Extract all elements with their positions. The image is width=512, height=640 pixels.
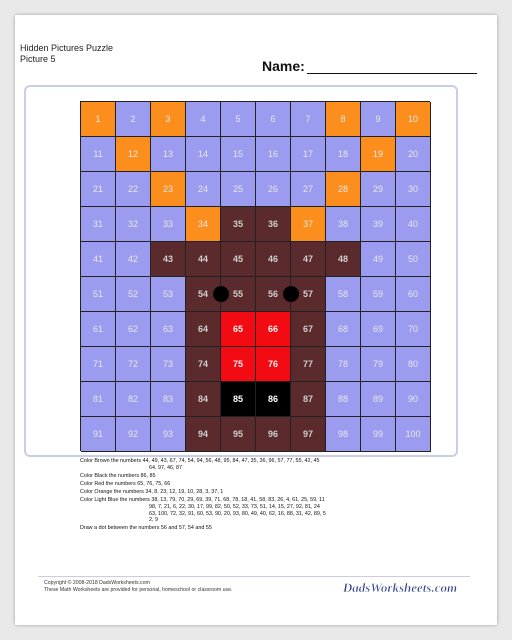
cell-number: 84: [197, 394, 208, 404]
cell-number: 46: [267, 254, 278, 264]
grid-cell-79[interactable]: [361, 347, 396, 382]
grid-cell-74[interactable]: [186, 347, 221, 382]
cell-number: 13: [162, 149, 173, 159]
grid-cell-60[interactable]: [396, 277, 431, 312]
grid-cell-29[interactable]: [361, 172, 396, 207]
instruction-continuation: 2, 9: [149, 517, 158, 524]
cell-number: 6: [270, 114, 276, 124]
cell-number: 25: [232, 184, 243, 194]
instruction-text: Color Light Blue the numbers 38, 13, 79, 70, 29, 69, 39, 71, 68, 78, 18, 41, 58, 83, 26, 4, 61, 25, 59, 11: [80, 497, 325, 504]
cell-number: 49: [372, 254, 383, 264]
grid-cell-53[interactable]: [151, 277, 186, 312]
cell-number: 87: [302, 394, 313, 404]
cell-number: 66: [267, 324, 278, 334]
cell-number: 12: [127, 149, 138, 159]
cell-number: 72: [127, 359, 138, 369]
grid-cell-86[interactable]: [256, 382, 291, 417]
grid-cell-27[interactable]: [291, 172, 326, 207]
cell-number: 39: [372, 219, 383, 229]
grid-cell-92[interactable]: [116, 417, 151, 452]
instruction-text: Color Red the numbers 65, 76, 75, 66: [80, 480, 171, 487]
coloring-instructions: [80, 458, 430, 534]
instruction-continuation: 63, 100, 72, 32, 91, 60, 53, 90, 20, 93, 80, 49, 40, 62, 16, 88, 31, 42, 89, 5: [149, 510, 326, 517]
usage-note: These Math Worksheets are provided for personal, homeschool or classroom use.: [44, 586, 233, 593]
cell-number: 38: [337, 219, 348, 229]
cell-number: 77: [302, 359, 313, 369]
cell-number: 100: [405, 429, 421, 439]
grid-cell-72[interactable]: [116, 347, 151, 382]
grid-cell-54[interactable]: [186, 277, 221, 312]
grid-cell-30[interactable]: [396, 172, 431, 207]
instruction-item: [80, 481, 430, 488]
grid-cell-67[interactable]: [291, 312, 326, 347]
instruction-item: [80, 525, 430, 532]
grid-cell-23[interactable]: [151, 172, 186, 207]
cell-number: 76: [267, 359, 278, 369]
dadsworksheets-logo: [338, 578, 462, 596]
cell-number: 56: [267, 289, 278, 299]
cell-number: 29: [372, 184, 383, 194]
grid-cell-49[interactable]: [361, 242, 396, 277]
instruction-item: [80, 489, 430, 496]
cell-number: 32: [127, 219, 138, 229]
cell-number: 42: [127, 254, 138, 264]
cell-number: 95: [232, 429, 243, 439]
cell-number: 89: [372, 394, 383, 404]
grid-cell-90[interactable]: [396, 382, 431, 417]
grid-cell-97[interactable]: [291, 417, 326, 452]
cell-number: 3: [165, 114, 171, 124]
eye-dot: [283, 286, 299, 302]
grid-cell-63[interactable]: [151, 312, 186, 347]
cell-number: 41: [92, 254, 103, 264]
grid-cell-39[interactable]: [361, 207, 396, 242]
instruction-text: Color Black the numbers 86, 85: [80, 472, 156, 479]
grid-cell-80[interactable]: [396, 347, 431, 382]
instruction-item: [80, 473, 430, 480]
grid-cell-94[interactable]: [186, 417, 221, 452]
grid-cell-24[interactable]: [186, 172, 221, 207]
cell-number: 75: [232, 359, 243, 369]
grid-cell-66[interactable]: [256, 312, 291, 347]
grid-cell-14[interactable]: [186, 137, 221, 172]
cell-number: 65: [232, 324, 243, 334]
cell-number: 45: [232, 254, 243, 264]
cell-number: 53: [162, 289, 173, 299]
cell-number: 28: [337, 184, 348, 194]
cell-number: 14: [197, 149, 208, 159]
cell-number: 20: [407, 149, 418, 159]
cell-number: 99: [372, 429, 383, 439]
grid-cell-22[interactable]: [116, 172, 151, 207]
grid-cell-52[interactable]: [116, 277, 151, 312]
cell-number: 55: [232, 289, 243, 299]
cell-number: 67: [302, 324, 313, 334]
cell-number: 63: [162, 324, 173, 334]
grid-cell-6[interactable]: [256, 102, 291, 137]
grid-cell-18[interactable]: [326, 137, 361, 172]
grid-cell-12[interactable]: [116, 137, 151, 172]
cell-number: 44: [197, 254, 208, 264]
worksheet-title: Hidden Pictures Puzzle: [20, 43, 114, 53]
grid-cell-100[interactable]: [396, 417, 431, 452]
grid-cell-64[interactable]: [186, 312, 221, 347]
logo-text: DadsWorksheets.com: [342, 580, 458, 595]
cell-number: 24: [197, 184, 208, 194]
cell-number: 93: [162, 429, 173, 439]
cell-number: 85: [232, 394, 243, 404]
grid-cell-40[interactable]: [396, 207, 431, 242]
grid-cell-7[interactable]: [291, 102, 326, 137]
cell-number: 7: [305, 114, 311, 124]
grid-cell-58[interactable]: [326, 277, 361, 312]
grid-cell-62[interactable]: [116, 312, 151, 347]
grid-cell-34[interactable]: [186, 207, 221, 242]
instruction-continuation: 98, 7, 21, 6, 22, 30, 17, 99, 82, 50, 52, 33, 73, 51, 14, 15, 27, 92, 81, 24: [149, 503, 320, 510]
grid-cell-36[interactable]: [256, 207, 291, 242]
cell-number: 54: [197, 289, 208, 299]
cell-number: 86: [267, 394, 278, 404]
cell-number: 91: [92, 429, 103, 439]
grid-cell-71[interactable]: [81, 347, 116, 382]
grid-cell-88[interactable]: [326, 382, 361, 417]
grid-cell-84[interactable]: [186, 382, 221, 417]
cell-number: 16: [267, 149, 278, 159]
grid-cell-89[interactable]: [361, 382, 396, 417]
name-field[interactable]: [262, 58, 477, 74]
grid-cell-17[interactable]: [291, 137, 326, 172]
hundred-chart-grid: [80, 101, 430, 451]
cell-number: 51: [92, 289, 103, 299]
grid-cell-77[interactable]: [291, 347, 326, 382]
grid-cell-5[interactable]: [221, 102, 256, 137]
cell-number: 58: [337, 289, 348, 299]
cell-number: 30: [407, 184, 418, 194]
grid-cell-47[interactable]: [291, 242, 326, 277]
cell-number: 47: [302, 254, 313, 264]
grid-cell-19[interactable]: [361, 137, 396, 172]
cell-number: 31: [92, 219, 103, 229]
cell-number: 8: [340, 114, 346, 124]
cell-number: 64: [197, 324, 208, 334]
name-line[interactable]: [307, 61, 477, 74]
grid-cell-28[interactable]: [326, 172, 361, 207]
cell-number: 1: [95, 114, 101, 124]
grid-cell-51[interactable]: [81, 277, 116, 312]
cell-number: 33: [162, 219, 173, 229]
grid-cell-3[interactable]: [151, 102, 186, 137]
grid-cell-69[interactable]: [361, 312, 396, 347]
grid-cell-96[interactable]: [256, 417, 291, 452]
grid-cell-56[interactable]: [256, 277, 291, 312]
grid-cell-78[interactable]: [326, 347, 361, 382]
cell-number: 43: [162, 254, 173, 264]
grid-cell-87[interactable]: [291, 382, 326, 417]
grid-cell-61[interactable]: [81, 312, 116, 347]
cell-number: 11: [93, 149, 103, 159]
grid-cell-65[interactable]: [221, 312, 256, 347]
cell-number: 69: [372, 324, 383, 334]
grid-cell-75[interactable]: [221, 347, 256, 382]
grid-cell-4[interactable]: [186, 102, 221, 137]
cell-number: 26: [267, 184, 278, 194]
grid-cell-43[interactable]: [151, 242, 186, 277]
grid-cell-50[interactable]: [396, 242, 431, 277]
cell-number: 62: [127, 324, 138, 334]
cell-number: 71: [92, 359, 103, 369]
grid-cell-8[interactable]: [326, 102, 361, 137]
cell-number: 50: [407, 254, 418, 264]
grid-cell-68[interactable]: [326, 312, 361, 347]
cell-number: 27: [302, 184, 313, 194]
grid-cell-9[interactable]: [361, 102, 396, 137]
cell-number: 23: [162, 184, 173, 194]
cell-number: 83: [162, 394, 173, 404]
instruction-text: Color Brown the numbers 44, 49, 43, 67, 74, 54, 94, 56, 48, 95, 84, 47, 35, 36, 96, 57, 77, 55, 42, 45: [80, 458, 320, 464]
cell-number: 22: [127, 184, 138, 194]
cell-number: 60: [407, 289, 418, 299]
cell-number: 18: [337, 149, 348, 159]
grid-cell-44[interactable]: [186, 242, 221, 277]
grid-cell-46[interactable]: [256, 242, 291, 277]
grid-cell-33[interactable]: [151, 207, 186, 242]
grid-cell-35[interactable]: [221, 207, 256, 242]
cell-number: 94: [197, 429, 208, 439]
grid-cell-59[interactable]: [361, 277, 396, 312]
cell-number: 98: [337, 429, 348, 439]
grid-cell-91[interactable]: [81, 417, 116, 452]
cell-number: 37: [302, 219, 313, 229]
grid-cell-21[interactable]: [81, 172, 116, 207]
grid-cell-76[interactable]: [256, 347, 291, 382]
cell-number: 78: [337, 359, 348, 369]
cell-number: 4: [200, 114, 206, 124]
grid-cell-85[interactable]: [221, 382, 256, 417]
name-label: Name:: [262, 58, 305, 74]
copyright-block: [44, 580, 232, 593]
cell-number: 15: [232, 149, 243, 159]
cell-number: 35: [232, 219, 243, 229]
cell-number: 82: [127, 394, 138, 404]
cell-number: 81: [92, 394, 103, 404]
cell-number: 48: [337, 254, 348, 264]
instruction-item: [80, 458, 430, 471]
cell-number: 5: [235, 114, 241, 124]
cell-number: 57: [302, 289, 313, 299]
cell-number: 68: [337, 324, 348, 334]
instruction-item: [80, 497, 430, 523]
instruction-text: Color Orange the numbers 34, 8, 23, 12, 19, 10, 28, 3, 37, 1: [80, 489, 224, 496]
instruction-text: Draw a dot between the numbers 56 and 57, 54 and 55: [80, 525, 212, 532]
grid-cell-83[interactable]: [151, 382, 186, 417]
cell-number: 61: [92, 324, 103, 334]
grid-cell-82[interactable]: [116, 382, 151, 417]
grid-cell-95[interactable]: [221, 417, 256, 452]
grid-cell-25[interactable]: [221, 172, 256, 207]
grid-cell-32[interactable]: [116, 207, 151, 242]
cell-number: 17: [302, 149, 313, 159]
grid-cell-73[interactable]: [151, 347, 186, 382]
cell-number: 9: [375, 114, 381, 124]
grid-cell-2[interactable]: [116, 102, 151, 137]
grid-cell-31[interactable]: [81, 207, 116, 242]
cell-number: 19: [372, 149, 383, 159]
cell-number: 90: [407, 394, 418, 404]
cell-number: 88: [337, 394, 348, 404]
eye-dot: [213, 286, 229, 302]
grid-cell-45[interactable]: [221, 242, 256, 277]
cell-number: 36: [267, 219, 278, 229]
grid-cell-16[interactable]: [256, 137, 291, 172]
cell-number: 2: [130, 114, 136, 124]
grid-cell-42[interactable]: [116, 242, 151, 277]
worksheet-title-block: [20, 43, 113, 65]
copyright-text: Copyright © 2008-2018 DadsWorksheets.com: [44, 580, 150, 586]
cell-number: 97: [302, 429, 313, 439]
cell-number: 80: [407, 359, 418, 369]
grid-cell-38[interactable]: [326, 207, 361, 242]
footer-divider: [38, 576, 470, 577]
grid-cell-81[interactable]: [81, 382, 116, 417]
cell-number: 92: [127, 429, 138, 439]
cell-number: 79: [372, 359, 383, 369]
cell-number: 73: [162, 359, 173, 369]
grid-cell-98[interactable]: [326, 417, 361, 452]
grid-cell-1[interactable]: [81, 102, 116, 137]
grid-cell-93[interactable]: [151, 417, 186, 452]
cell-number: 21: [92, 184, 103, 194]
grid-cell-41[interactable]: [81, 242, 116, 277]
cell-number: 52: [127, 289, 138, 299]
cell-number: 96: [267, 429, 278, 439]
cell-number: 40: [407, 219, 418, 229]
cell-number: 70: [407, 324, 418, 334]
grid-cell-15[interactable]: [221, 137, 256, 172]
instruction-continuation: 64, 97, 46, 87: [149, 464, 182, 471]
grid-cell-37[interactable]: [291, 207, 326, 242]
grid-cell-20[interactable]: [396, 137, 431, 172]
cell-number: 10: [407, 114, 418, 124]
grid-cell-10[interactable]: [396, 102, 431, 137]
grid-cell-48[interactable]: [326, 242, 361, 277]
cell-number: 59: [372, 289, 383, 299]
grid-cell-99[interactable]: [361, 417, 396, 452]
grid-cell-26[interactable]: [256, 172, 291, 207]
picture-number: Picture 5: [20, 54, 56, 64]
grid-cell-13[interactable]: [151, 137, 186, 172]
grid-cell-70[interactable]: [396, 312, 431, 347]
cell-number: 74: [197, 359, 208, 369]
grid-cell-11[interactable]: [81, 137, 116, 172]
cell-number: 34: [197, 219, 208, 229]
